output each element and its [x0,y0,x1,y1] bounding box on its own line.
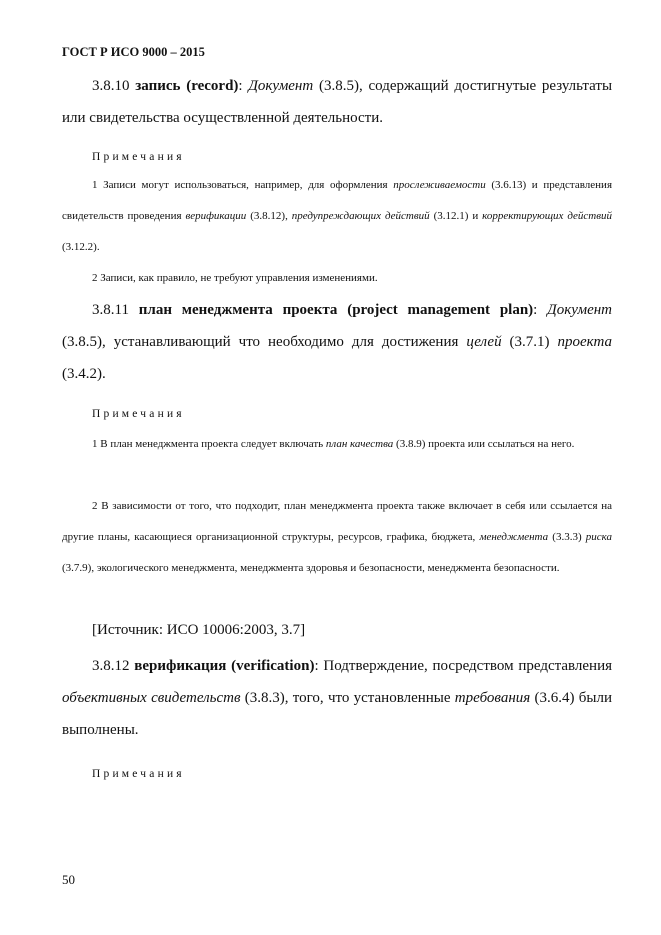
page-number: 50 [62,872,75,887]
entry-number: 3.8.11 [92,302,129,318]
entry-term: запись (record) [135,78,239,94]
entry-3-8-10-definition: 3.8.10 запись (record): Документ (3.8.5), содержащий достигнутые результаты или свидетельства осуществленной деятельности. [62,78,613,126]
entry-term: верификация (verification) [134,658,315,674]
entry-number: 3.8.10 [92,78,130,94]
entry-3-8-12-definition: 3.8.12 верификация (verification): Подтверждение, посредством представления объективных свидетельств (3.8.3), того, что установленные требования (3.6.4) были выполнены. [62,658,613,738]
entry-number: 3.8.12 [92,658,130,674]
term-reference: проекта [557,334,613,350]
note-1-3-8-10: 1 Записи могут использоваться, например, для оформления прослеживаемости (3.6.13) и представления свидетельств проведения верификации (3.8.12), предупреждающих действий (3.12.1) и корректирующих действий (3.12.2). [62,179,613,253]
term-reference: предупреждающих действий [291,210,430,222]
term-reference: объективных свидетельств [62,690,241,706]
document-header: ГОСТ Р ИСО 9000 – 2015 [62,45,205,59]
notes-heading: Примечания [92,408,185,420]
entry-3-8-11-definition: 3.8.11 план менеджмента проекта (project management plan): Документ (3.8.5), устанавливающий что необходимо для достижения целей (3.7.1) проекта (3.4.2). [62,302,613,382]
note-2-3-8-10: 2 Записи, как правило, не требуют управления изменениями. [92,272,378,284]
term-reference: верификации [185,210,247,222]
term-reference: менеджмента [479,531,549,543]
term-reference: требования [454,690,531,706]
term-reference: целей [466,334,502,350]
term-reference: прослеживаемости [393,179,486,191]
term-reference: Документ [547,302,613,318]
term-reference: корректирующих действий [482,210,613,222]
term-reference: риска [585,531,613,543]
term-reference: Документ [248,78,314,94]
source-citation: [Источник: ИСО 10006:2003, 3.7] [92,622,306,638]
term-reference: план качества [325,438,394,450]
notes-heading: Примечания [92,151,185,163]
note-1-3-8-11: 1 В план менеджмента проекта следует включать план качества (3.8.9) проекта или ссылаться на него. [92,438,575,450]
entry-term: план менеджмента проекта (project management plan) [138,302,534,318]
note-2-3-8-11: 2 В зависимости от того, что подходит, план менеджмента проекта также включает в себя или ссылается на другие планы, касающиеся организационной структуры, ресурсов, графика, бюджета, менеджмента (3.3.3) риска (3.7.9), экологического менеджмента, менеджмента здоровья и безопасности, менеджмента безопасности. [62,500,613,574]
notes-heading: Примечания [92,768,185,780]
